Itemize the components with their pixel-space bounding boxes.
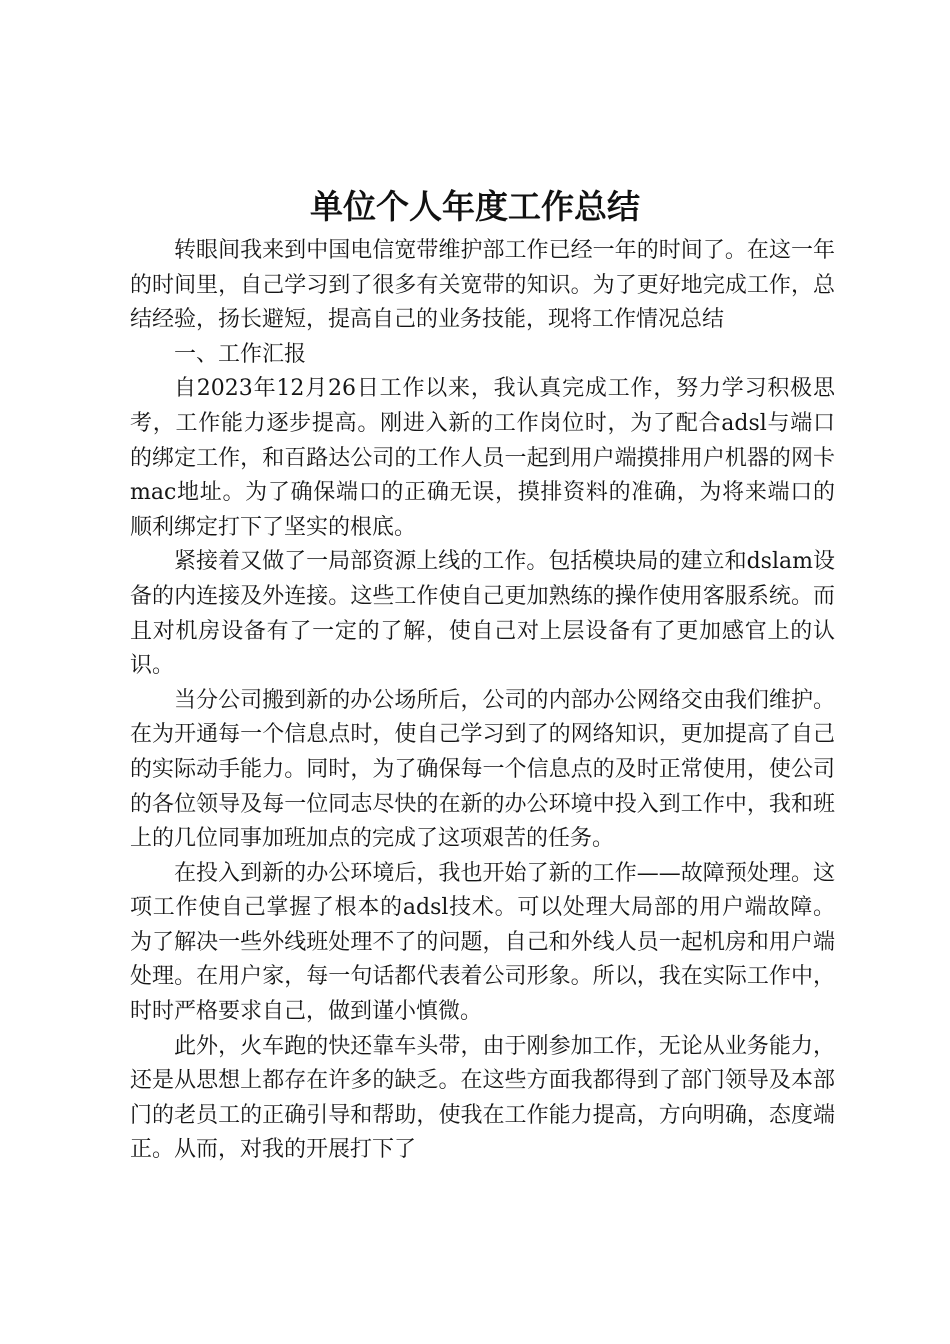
document-body [130,234,835,1168]
intro-paragraph: 转眼间我来到中国电信宽带维护部工作已经一年的时间了。在这一年的时间里，自己学习到了很多有关宽带的知识。为了更好地完成工作，总结经验，扬长避短，提高自己的业务技能，现将工作情况总结 [130,238,835,333]
body-paragraph: 当分公司搬到新的办公场所后，公司的内部办公网络交由我们维护。在为开通每一个信息点时，使自己学习到了的网络知识，更加提高了自己的实际动手能力。同时，为了确保每一个信息点的及时正常使用，使公司的各位领导及每一位同志尽快的在新的办公环境中投入到工作中，我和班上的几位同事加班加点的完成了这项艰苦的任务。 [130,687,835,852]
body-paragraph: 此外，火车跑的快还靠车头带，由于刚参加工作，无论从业务能力，还是从思想上都存在许多的缺乏。在这些方面我都得到了部门领导及本部门的老员工的正确引导和帮助，使我在工作能力提高，方向明确，态度端正。从而，对我的开展打下了 [130,1033,835,1163]
body-paragraph: 紧接着又做了一局部资源上线的工作。包括模块局的建立和dslam设备的内连接及外连接。这些工作使自己更加熟练的操作使用客服系统。而且对机房设备有了一定的了解，使自己对上层设备有了更加感官上的认识。 [130,549,835,679]
section-heading-work-report: 一、工作汇报 [174,341,307,367]
body-paragraph: 在投入到新的办公环境后，我也开始了新的工作——故障预处理。这项工作使自己掌握了根本的adsl技术。可以处理大局部的用户端故障。为了解决一些外线班处理不了的问题，自己和外线人员一起机房和用户端处理。在用户家，每一句话都代表着公司形象。所以，我在实际工作中，时时严格要求自己，做到谨小慎微。 [130,860,835,1025]
body-paragraph: 自2023年12月26日工作以来，我认真完成工作，努力学习积极思考，工作能力逐步提高。刚进入新的工作岗位时，为了配合adsl与端口的绑定工作，和百路达公司的工作人员一起到用户端摸排用户机器的网卡mac地址。为了确保端口的正确无误，摸排资料的准确，为将来端口的顺利绑定打下了坚实的根底。 [130,376,835,540]
document-title: 单位个人年度工作总结 [310,187,640,226]
